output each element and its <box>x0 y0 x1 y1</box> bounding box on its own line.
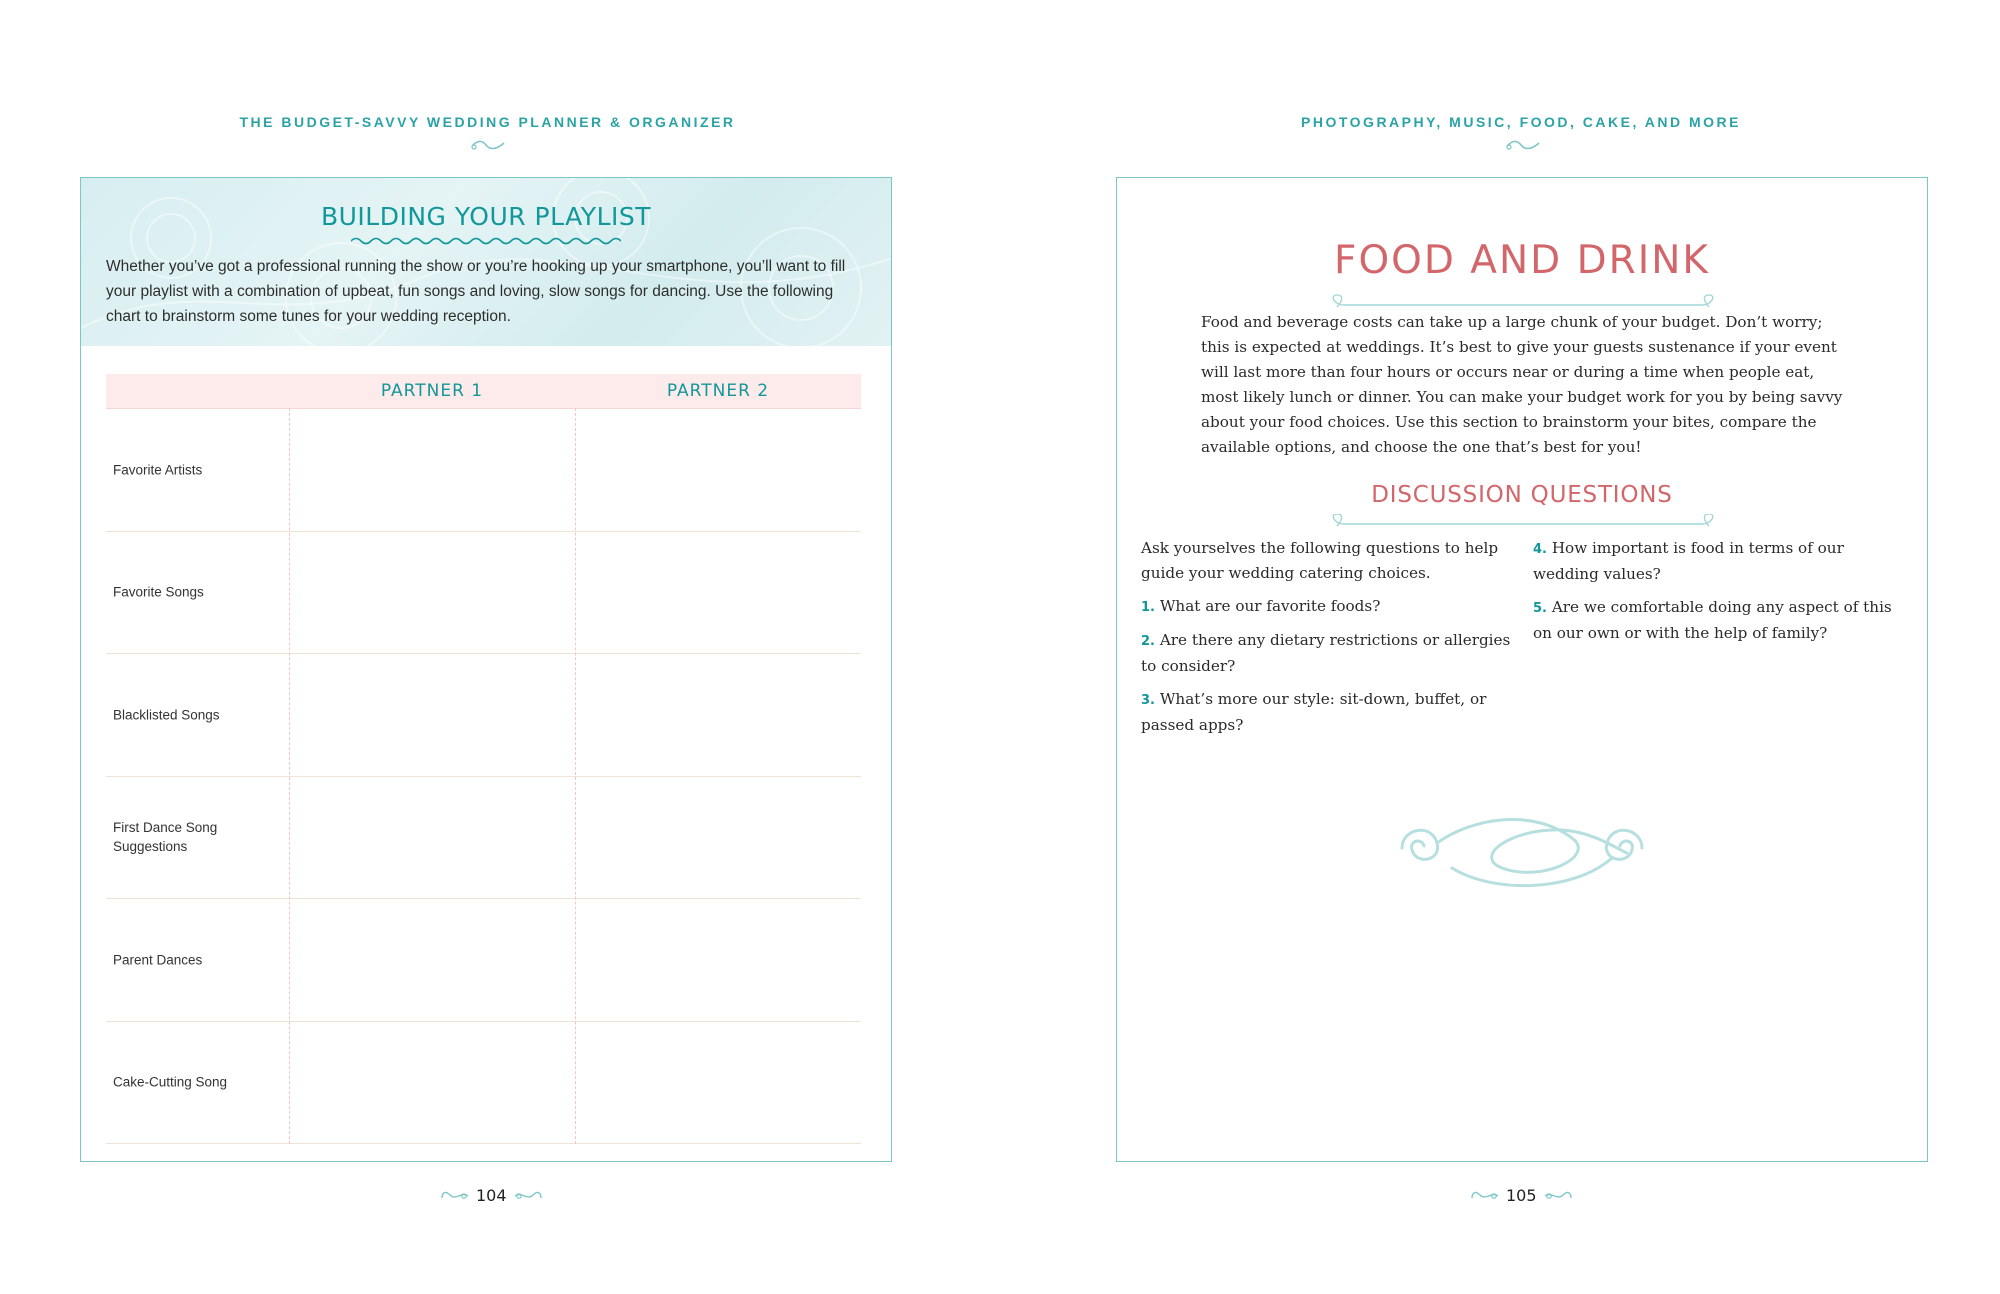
column-header-partner-2: PARTNER 2 <box>666 381 770 401</box>
question-number: 2. <box>1141 634 1155 649</box>
page-number-block <box>440 1186 543 1205</box>
decorative-flourish-icon <box>1382 798 1662 898</box>
column-divider <box>289 408 290 1144</box>
table-row <box>106 777 861 900</box>
question-item <box>1533 536 1903 587</box>
question-text: How important is food in terms of our wedding values? <box>1533 539 1844 583</box>
folio-flourish-right-icon <box>513 1189 543 1203</box>
row-label-blacklisted-songs: Blacklisted Songs <box>113 707 220 723</box>
page-number: 104 <box>476 1186 507 1205</box>
table-header-row <box>106 374 861 409</box>
table-row <box>106 1022 861 1145</box>
row-label-parent-dances: Parent Dances <box>113 952 203 968</box>
section-rule-icon <box>1117 514 1929 534</box>
column-divider <box>575 408 576 1144</box>
question-number: 1. <box>1141 600 1155 615</box>
question-item <box>1141 628 1511 679</box>
row-label-cake-cutting: Cake-Cutting Song <box>113 1074 228 1090</box>
intro-paragraph: Whether you’ve got a professional running the show or you’re hooking up your smartphone, you’ll want to fill your playlist with a combination of upbeat, fun songs and loving, slow songs for dancing. Use the following chart to brainstorm some tunes for your wedding reception. <box>106 258 846 325</box>
table-row <box>106 409 861 532</box>
running-header: THE BUDGET-SAVVY WEDDING PLANNER & ORGANIZER <box>239 114 736 130</box>
page-number-block <box>1470 1186 1573 1205</box>
table-row <box>106 899 861 1022</box>
questions-intro: Ask yourselves the following questions to help guide your wedding catering choices. <box>1141 539 1499 582</box>
question-text: What’s more our style: sit-down, buffet, or passed apps? <box>1141 690 1487 734</box>
page-number: 105 <box>1506 1186 1537 1205</box>
running-header: PHOTOGRAPHY, MUSIC, FOOD, CAKE, AND MORE <box>1301 114 1741 130</box>
page-frame <box>80 177 892 1162</box>
playlist-table <box>106 374 861 1144</box>
chapter-title: FOOD AND DRINK <box>1334 238 1710 283</box>
column-header-partner-1: PARTNER 1 <box>380 381 484 401</box>
intro-paragraph: Food and beverage costs can take up a large chunk of your budget. Don’t worry; this is expected at weddings. It’s best to give your guests sustenance if your event will last more than four hours or occurs near or during a time when people eat, most likely lunch or dinner. You can make your budget work for you by being savvy about your food choices. Use this section to brainstorm your bites, compare the available options, and choose the one that’s best for you! <box>1201 313 1843 456</box>
folio-flourish-right-icon <box>1543 1189 1573 1203</box>
header-flourish-icon <box>470 138 506 152</box>
question-number: 5. <box>1533 601 1547 616</box>
chapter-heading <box>1117 238 1927 298</box>
row-label-favorite-songs: Favorite Songs <box>113 584 204 600</box>
question-item <box>1141 594 1511 620</box>
row-label-first-dance: First Dance Song Suggestions <box>113 820 218 855</box>
question-number: 4. <box>1533 542 1547 557</box>
header-flourish-icon <box>1505 138 1541 152</box>
table-row <box>106 532 861 655</box>
questions-column-left <box>1141 536 1511 746</box>
section-title: BUILDING YOUR PLAYLIST <box>320 202 652 231</box>
table-row <box>106 654 861 777</box>
folio-flourish-left-icon <box>440 1189 470 1203</box>
folio-flourish-left-icon <box>1470 1189 1500 1203</box>
page-frame <box>1116 177 1928 1162</box>
intro-band <box>81 178 891 346</box>
wave-underline-icon <box>351 236 621 246</box>
question-text: What are our favorite foods? <box>1159 597 1381 615</box>
question-number: 3. <box>1141 693 1155 708</box>
questions-column-right <box>1533 536 1903 654</box>
question-item <box>1533 595 1903 646</box>
question-text: Are we comfortable doing any aspect of this on our own or with the help of family? <box>1533 598 1892 642</box>
question-item <box>1141 687 1511 738</box>
question-text: Are there any dietary restrictions or allergies to consider? <box>1141 631 1511 675</box>
section-title: DISCUSSION QUESTIONS <box>1371 482 1673 508</box>
row-label-favorite-artists: Favorite Artists <box>113 462 203 478</box>
right-page <box>1000 0 2000 1294</box>
